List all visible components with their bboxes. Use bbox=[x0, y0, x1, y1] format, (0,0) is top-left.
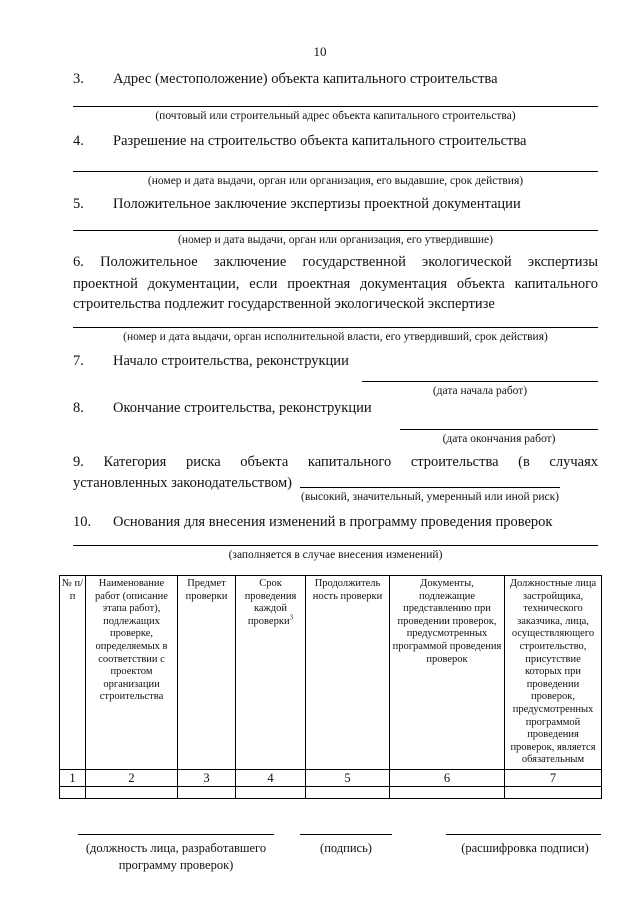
signature-line-decoding bbox=[446, 834, 601, 835]
header-cell: Документы, подлежащие представлению при проведении проверок, предусмотренных программой проведения проверок bbox=[390, 576, 505, 770]
page-number: 10 bbox=[313, 44, 327, 59]
signature-caption-position: (должность лица, разработавшего программу проверок) bbox=[85, 841, 267, 872]
item-text: Основания для внесения изменений в программу проведения проверок bbox=[113, 514, 553, 530]
empty-cell bbox=[178, 786, 236, 798]
item-text: Начало строительства, реконструкции bbox=[113, 353, 349, 369]
header-cell: № п/п bbox=[60, 576, 86, 770]
item-number: 10. bbox=[73, 514, 92, 530]
item-text: Адрес (местоположение) объекта капитального строительства bbox=[113, 71, 498, 87]
item-5 bbox=[73, 195, 521, 213]
header-cell bbox=[236, 576, 306, 770]
header-cell: Предмет проверки bbox=[178, 576, 236, 770]
inspection-table bbox=[59, 575, 602, 799]
fill-line bbox=[73, 230, 598, 231]
item-number: 8. bbox=[73, 400, 84, 416]
item-text: Окончание строительства, реконструкции bbox=[113, 400, 372, 416]
column-number: 3 bbox=[178, 769, 236, 786]
empty-cell bbox=[390, 786, 505, 798]
item-caption: (номер и дата выдачи, орган исполнительной власти, его утвердивший, срок действия) bbox=[123, 331, 548, 343]
table-number-row bbox=[60, 769, 602, 786]
item-10 bbox=[73, 513, 552, 531]
item-7 bbox=[73, 352, 349, 370]
fill-line bbox=[73, 106, 598, 107]
signature-caption-sign: (подпись) bbox=[320, 841, 372, 855]
item-number: 4. bbox=[73, 133, 84, 149]
item-caption: (высокий, значительный, умеренный или иной риск) bbox=[301, 491, 559, 503]
item-9-line-2: установленных законодательством) bbox=[73, 475, 292, 491]
item-caption: (почтовый или строительный адрес объекта капитального строительства) bbox=[155, 110, 516, 122]
item-number: 7. bbox=[73, 353, 84, 369]
item-3 bbox=[73, 70, 498, 88]
fill-line bbox=[73, 327, 598, 328]
item-text: Категория риска объекта капитального строительства (в случаях bbox=[103, 454, 599, 470]
column-number: 2 bbox=[86, 769, 178, 786]
item-number: 3. bbox=[73, 71, 84, 87]
header-text: Срок проведения каждой проверки bbox=[244, 578, 297, 627]
fill-line bbox=[300, 487, 560, 488]
header-cell: Должностные лица застройщика, технического заказчика, лица, осуществляющего строительство, присутствие которых при проведении проверок, предусмотренных программой проведения проверок, является обязательным bbox=[505, 576, 602, 770]
fill-line bbox=[362, 381, 598, 382]
item-caption: (дата окончания работ) bbox=[442, 433, 556, 445]
column-number: 4 bbox=[236, 769, 306, 786]
signature-caption-decoding: (расшифровка подписи) bbox=[461, 841, 589, 855]
item-4 bbox=[73, 132, 526, 150]
item-text: Разрешение на строительство объекта капитального строительства bbox=[113, 133, 527, 149]
fill-line bbox=[73, 545, 598, 546]
fill-line bbox=[400, 429, 598, 430]
item-caption: (заполняется в случае внесения изменений) bbox=[228, 549, 443, 561]
column-number: 6 bbox=[390, 769, 505, 786]
item-6-line-3: строительства подлежит государственной экологической экспертизе bbox=[73, 296, 495, 312]
table-empty-row bbox=[60, 786, 602, 798]
empty-cell bbox=[86, 786, 178, 798]
item-number: 6. bbox=[73, 254, 84, 270]
item-number: 5. bbox=[73, 196, 84, 212]
signature-line-sign bbox=[300, 834, 392, 835]
empty-cell bbox=[505, 786, 602, 798]
item-6-line-1 bbox=[73, 251, 598, 273]
header-cell: Продолжитель ность проверки bbox=[306, 576, 390, 770]
item-number: 9. bbox=[73, 454, 84, 470]
footnote-mark: 3 bbox=[289, 613, 294, 622]
header-cell: Наименование работ (описание этапа работ), подлежащих проверке, определяемых в соответствии с проектом организации строительства bbox=[86, 576, 178, 770]
item-9-line-1 bbox=[73, 451, 598, 473]
table-header-row bbox=[60, 576, 602, 770]
fill-line bbox=[73, 171, 598, 172]
item-6-line-2: проектной документации, если проектная документация объекта капитального bbox=[73, 276, 598, 292]
signature-line-position bbox=[78, 834, 274, 835]
empty-cell bbox=[236, 786, 306, 798]
empty-cell bbox=[306, 786, 390, 798]
column-number: 1 bbox=[60, 769, 86, 786]
item-caption: (дата начала работ) bbox=[432, 385, 528, 397]
column-number: 5 bbox=[306, 769, 390, 786]
item-text: Положительное заключение государственной экологической экспертизы bbox=[100, 254, 599, 270]
item-text: Положительное заключение экспертизы проектной документации bbox=[113, 196, 521, 212]
item-caption: (номер и дата выдачи, орган или организация, его выдавшие, срок действия) bbox=[147, 175, 524, 187]
item-caption: (номер и дата выдачи, орган или организация, его утвердившие) bbox=[178, 234, 493, 246]
empty-cell bbox=[60, 786, 86, 798]
column-number: 7 bbox=[505, 769, 602, 786]
item-8 bbox=[73, 399, 372, 417]
